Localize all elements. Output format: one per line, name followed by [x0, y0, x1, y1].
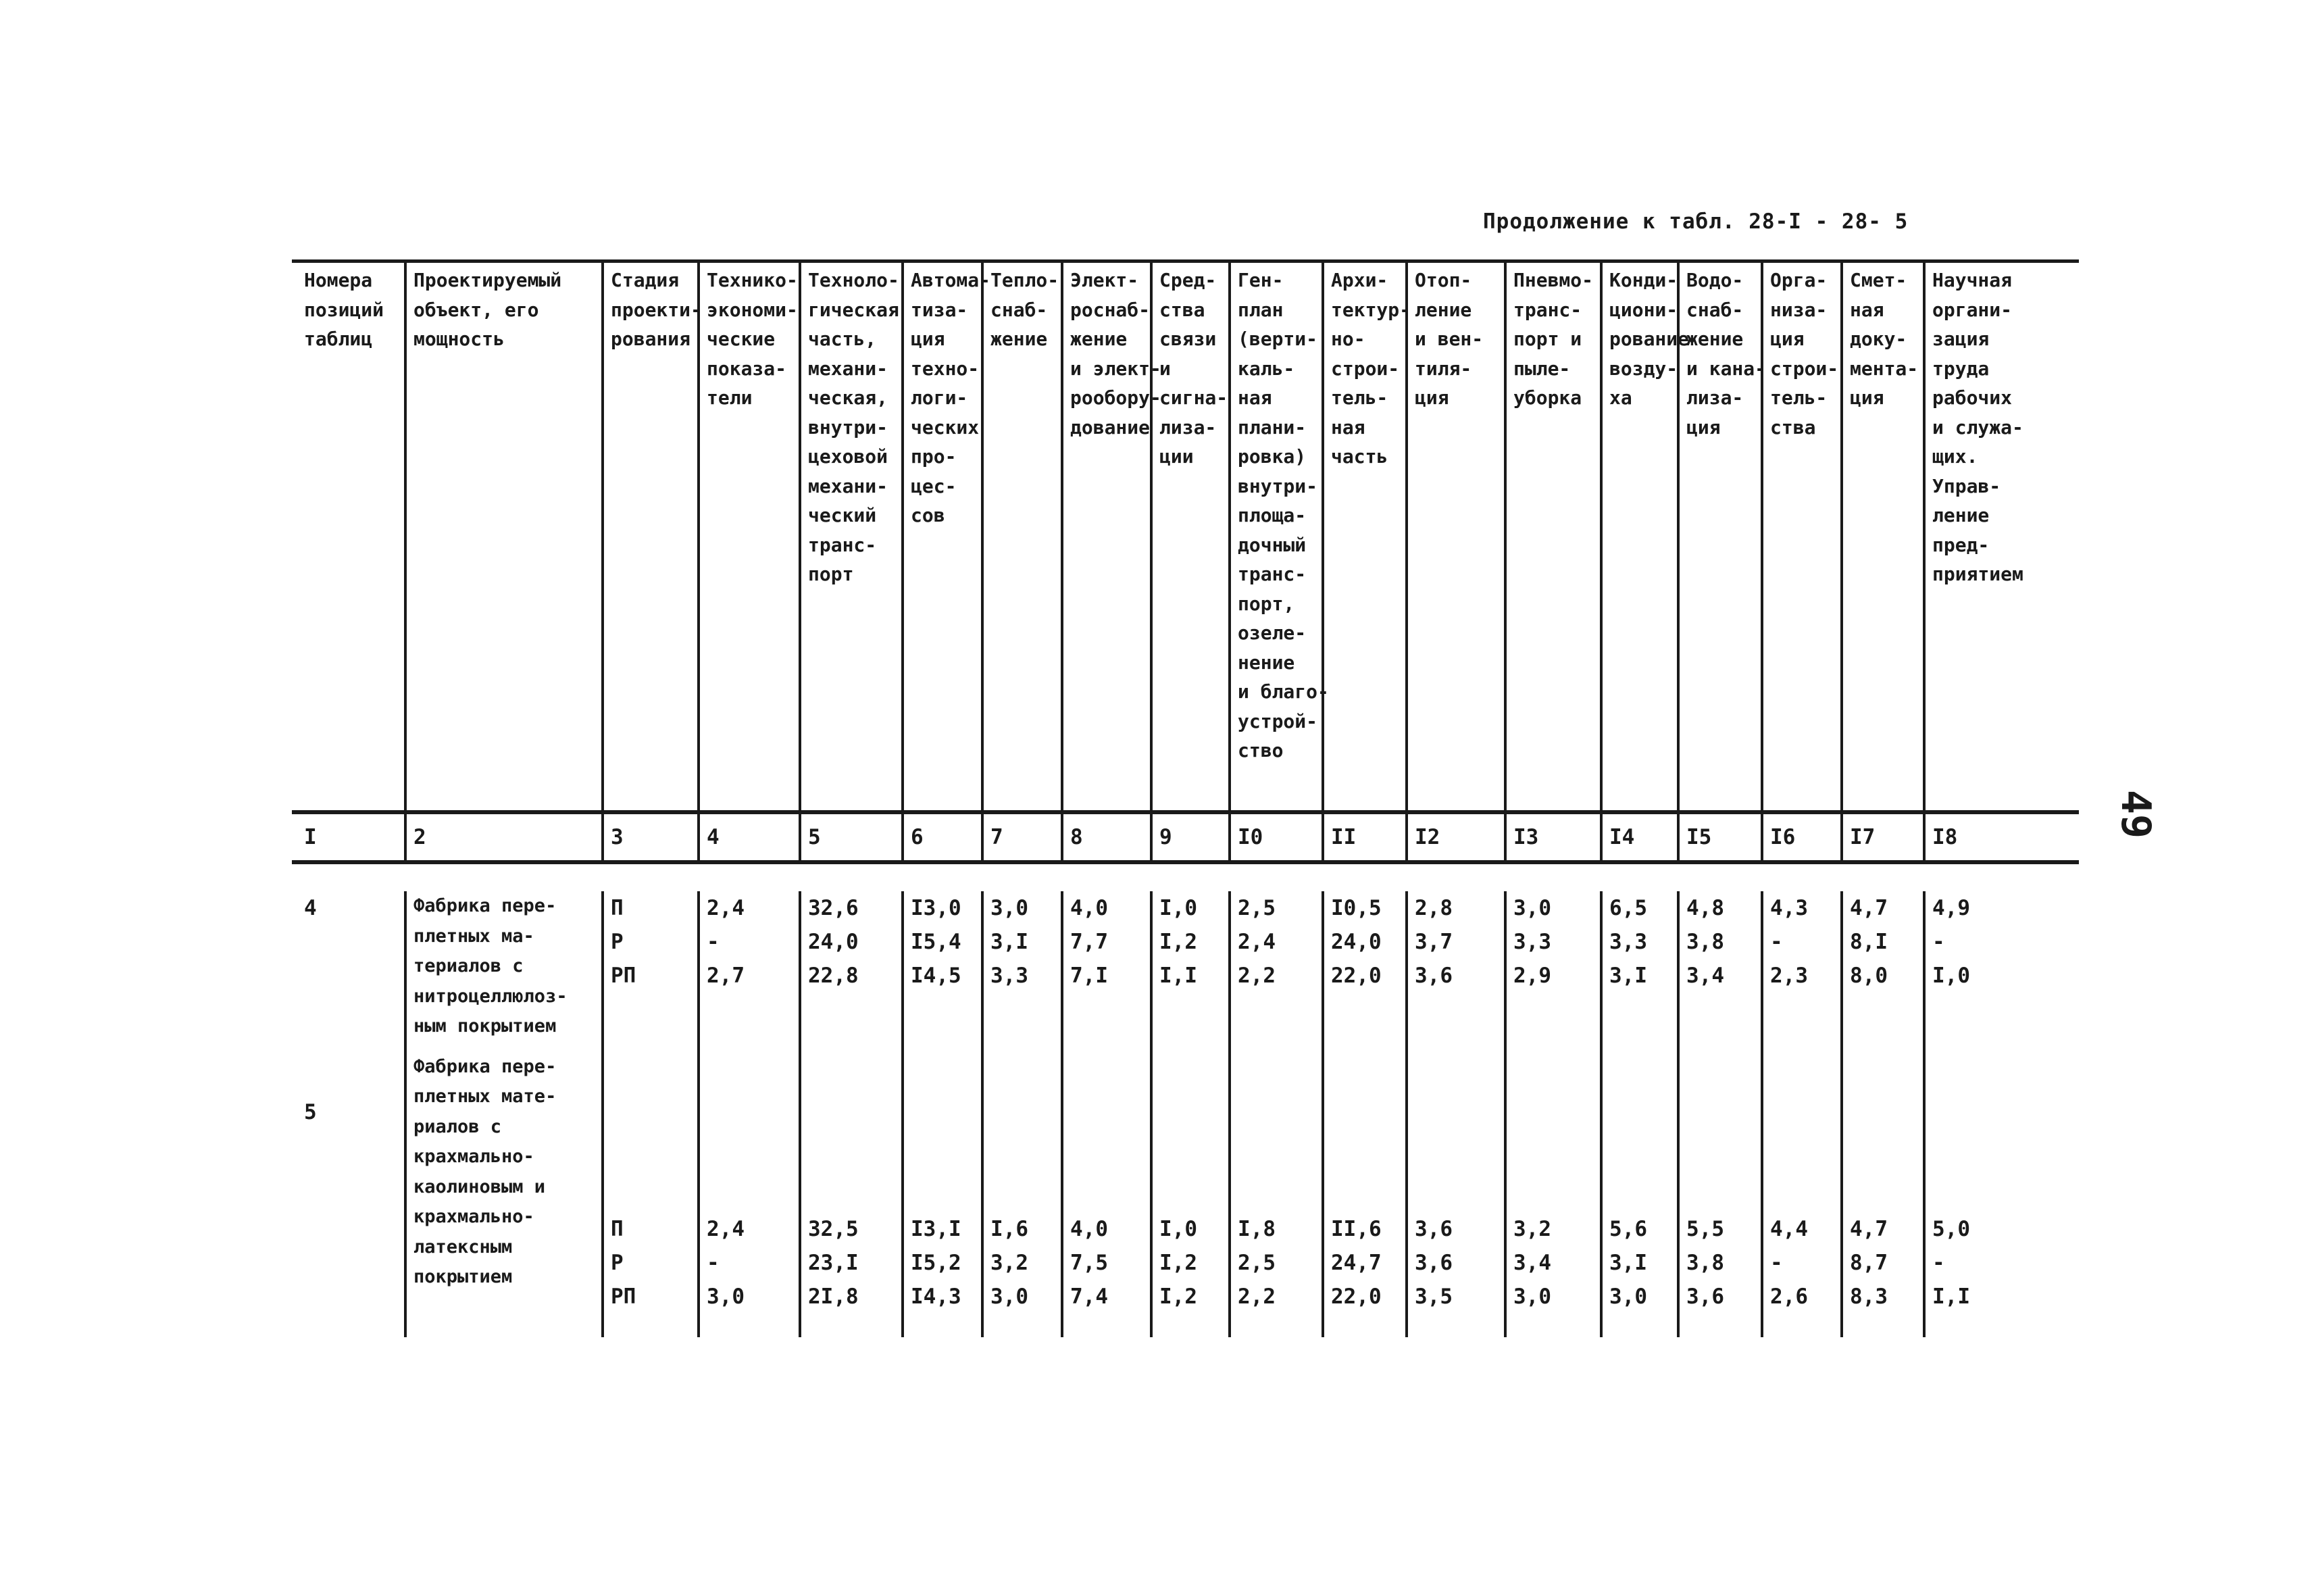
header-cell: [1407, 261, 1505, 813]
header-text: тиля-: [1415, 357, 1472, 380]
header-text: ная: [1238, 386, 1272, 409]
header-text: ческий: [808, 504, 877, 526]
body-cell: [982, 891, 1062, 1337]
column-number: 7: [982, 812, 1062, 862]
value-cell: 3,6: [1415, 1251, 1453, 1275]
header-text: нение: [1238, 651, 1295, 674]
object-name-line: каолиновым и: [413, 1176, 546, 1197]
header-text: и благо-: [1238, 680, 1329, 703]
column-number: I: [292, 812, 405, 862]
value-cell: I,6: [990, 1217, 1028, 1241]
stage-code: РП: [611, 964, 636, 988]
value-cell: 3,0: [1513, 896, 1551, 920]
value-cell: I,8: [1238, 1217, 1276, 1241]
header-text: тель-: [1331, 386, 1388, 409]
header-cell: [800, 261, 903, 813]
header-text: жение: [1686, 328, 1744, 350]
value-cell: 23,I: [808, 1251, 859, 1275]
object-name-line: Фабрика пере-: [413, 1055, 557, 1077]
value-cell: 5,6: [1609, 1217, 1647, 1241]
header-text: устрой-: [1238, 709, 1318, 732]
value-cell: 3,0: [990, 1285, 1028, 1309]
header-text: и кана-: [1686, 357, 1767, 380]
value-cell: 3,3: [990, 964, 1028, 988]
header-text: дочный: [1238, 533, 1307, 556]
header-cell: [699, 261, 800, 813]
header-cell: [603, 261, 702, 813]
header-text: порт и: [1513, 328, 1582, 350]
header-text: часть,: [808, 328, 877, 350]
header-text: техно-: [911, 357, 980, 380]
value-cell: 2I,8: [808, 1285, 859, 1309]
body-cell: [903, 891, 982, 1337]
header-text: Водо-: [1686, 269, 1744, 291]
header-cell: [903, 261, 991, 813]
position-number: 4: [304, 896, 317, 920]
column-number: 3: [603, 812, 699, 862]
column-number: I2: [1407, 812, 1505, 862]
value-cell: 3,I: [1609, 964, 1647, 988]
header-cell: [982, 261, 1062, 813]
header-cell: [1151, 261, 1230, 813]
object-name-line: Фабрика пере-: [413, 895, 557, 916]
header-text: порт: [808, 563, 854, 585]
header-text: ровка): [1238, 445, 1307, 468]
header-text: ная: [1850, 298, 1884, 321]
header-text: механи-: [808, 357, 888, 380]
value-cell: 3,0: [990, 896, 1028, 920]
header-text: Элект-: [1070, 269, 1139, 291]
header-text: лиза-: [1686, 386, 1744, 409]
value-cell: I,2: [1159, 1285, 1197, 1309]
header-text: озеле-: [1238, 622, 1307, 644]
value-cell: 3,I: [1609, 1251, 1647, 1275]
value-cell: 3,I: [990, 930, 1028, 954]
value-cell: 3,2: [990, 1251, 1028, 1275]
header-cell: [405, 261, 603, 813]
header-text: Автома-: [911, 269, 991, 291]
value-cell: 32,6: [808, 896, 859, 920]
header-text: Проектируемый: [413, 269, 562, 291]
value-cell: 3,7: [1415, 930, 1453, 954]
header-text: ция: [1686, 416, 1721, 439]
column-number: 4: [699, 812, 800, 862]
object-name-line: крахмально-: [413, 1146, 534, 1167]
value-cell: 3,4: [1513, 1251, 1551, 1275]
header-cell: [1601, 261, 1690, 813]
header-text: ции: [1159, 445, 1194, 468]
value-cell: 3,8: [1686, 1251, 1724, 1275]
header-text: и элект-: [1070, 357, 1161, 380]
header-text: ха: [1609, 386, 1632, 409]
value-cell: 7,I: [1070, 964, 1108, 988]
header-text: дование: [1070, 416, 1151, 439]
header-text: рообору-: [1070, 386, 1161, 409]
value-cell: 4,0: [1070, 896, 1108, 920]
value-cell: 8,7: [1850, 1251, 1888, 1275]
header-text: про-: [911, 445, 957, 468]
value-cell: I,I: [1932, 1285, 1970, 1309]
header-text: Управ-: [1932, 474, 2001, 497]
header-text: ство: [1238, 739, 1284, 762]
body-cell: [1678, 891, 1762, 1337]
value-cell: 22,8: [808, 964, 859, 988]
header-cell: [1678, 261, 1767, 813]
header-text: транс-: [808, 533, 877, 556]
value-cell: 5,5: [1686, 1217, 1724, 1241]
value-cell: II,6: [1331, 1217, 1382, 1241]
value-cell: -: [707, 1251, 720, 1275]
value-cell: I,0: [1159, 1217, 1197, 1241]
header-text: транс-: [1238, 563, 1307, 585]
header-text: Технико-: [707, 269, 798, 291]
value-cell: 3,6: [1686, 1285, 1724, 1309]
value-cell: 4,0: [1070, 1217, 1108, 1241]
value-cell: 4,9: [1932, 896, 1970, 920]
header-text: часть: [1331, 445, 1388, 468]
header-text: ция: [1850, 386, 1884, 409]
value-cell: -: [1770, 1251, 1783, 1275]
value-cell: 4,4: [1770, 1217, 1808, 1241]
header-text: площа-: [1238, 504, 1307, 526]
header-text: логи-: [911, 386, 968, 409]
body-cell: [292, 891, 405, 1337]
header-text: план: [1238, 298, 1284, 321]
header-text: Сред-: [1159, 269, 1217, 291]
header-text: механи-: [808, 474, 888, 497]
value-cell: 3,6: [1415, 964, 1453, 988]
value-cell: 2,4: [707, 896, 745, 920]
data-table: [292, 259, 2079, 1337]
header-text: Научная: [1932, 269, 2013, 291]
value-cell: 22,0: [1331, 964, 1382, 988]
header-text: Номера: [304, 269, 373, 291]
header-text: показа-: [707, 357, 787, 380]
header-text: Архи-: [1331, 269, 1388, 291]
header-text: сов: [911, 504, 945, 526]
header-text: ция: [1770, 328, 1805, 350]
value-cell: 5,0: [1932, 1217, 1970, 1241]
header-text: ческие: [707, 328, 776, 350]
header-cell: [1230, 261, 1329, 813]
header-text: цеховой: [808, 445, 888, 468]
value-cell: 2,3: [1770, 964, 1808, 988]
header-text: ная: [1331, 416, 1365, 439]
value-cell: 3,5: [1415, 1285, 1453, 1309]
header-cell: [1505, 261, 1601, 813]
header-text: рования: [611, 328, 691, 350]
header-text: роснаб-: [1070, 298, 1151, 321]
column-number: I4: [1601, 812, 1678, 862]
header-text: цес-: [911, 474, 957, 497]
value-cell: 24,7: [1331, 1251, 1382, 1275]
header-text: ция: [911, 328, 945, 350]
body-cell: [1323, 891, 1407, 1337]
page-number: 49: [2112, 789, 2160, 839]
header-text: щих.: [1932, 445, 1978, 468]
header-text: связи: [1159, 328, 1217, 350]
value-cell: 8,0: [1850, 964, 1888, 988]
value-cell: 2,2: [1238, 1285, 1276, 1309]
header-text: мента-: [1850, 357, 1919, 380]
value-cell: 3,6: [1415, 1217, 1453, 1241]
header-text: гическая: [808, 298, 899, 321]
body-cell: [1601, 891, 1678, 1337]
value-cell: I3,I: [911, 1217, 961, 1241]
column-number: I3: [1505, 812, 1601, 862]
header-text: плани-: [1238, 416, 1307, 439]
column-number-row: [292, 812, 2079, 862]
header-text: возду-: [1609, 357, 1678, 380]
value-cell: 2,8: [1415, 896, 1453, 920]
header-text: Ген-: [1238, 269, 1284, 291]
header-text: Стадия: [611, 269, 680, 291]
value-cell: I0,5: [1331, 896, 1382, 920]
header-cell: [1924, 261, 2079, 813]
body-cell: [1407, 891, 1505, 1337]
stage-code: РП: [611, 1285, 636, 1309]
header-text: тектур-: [1331, 298, 1411, 321]
column-number: I5: [1678, 812, 1762, 862]
value-cell: 3,0: [1609, 1285, 1647, 1309]
value-cell: I,2: [1159, 930, 1197, 954]
column-number: I8: [1924, 812, 2079, 862]
header-text: Смет-: [1850, 269, 1907, 291]
stage-code: Р: [611, 930, 624, 954]
value-cell: 3,0: [1513, 1285, 1551, 1309]
value-cell: 22,0: [1331, 1285, 1382, 1309]
header-text: и служа-: [1932, 416, 2023, 439]
header-text: снаб-: [1686, 298, 1744, 321]
header-text: проекти-: [611, 298, 702, 321]
value-cell: 7,7: [1070, 930, 1108, 954]
value-cell: I,0: [1932, 964, 1970, 988]
value-cell: I3,0: [911, 896, 961, 920]
header-text: внутри-: [1238, 474, 1318, 497]
value-cell: 2,9: [1513, 964, 1551, 988]
object-name-line: покрытием: [413, 1266, 513, 1287]
header-text: лиза-: [1159, 416, 1217, 439]
column-number: I7: [1842, 812, 1924, 862]
header-text: жение: [990, 328, 1048, 350]
header-text: Орга-: [1770, 269, 1828, 291]
value-cell: I5,2: [911, 1251, 961, 1275]
header-cell: [1842, 261, 1924, 813]
header-text: транс-: [1513, 298, 1582, 321]
header-text: каль-: [1238, 357, 1295, 380]
body-cell: [405, 891, 603, 1337]
header-text: но-: [1331, 328, 1365, 350]
header-text: тель-: [1770, 386, 1828, 409]
header-text: пред-: [1932, 533, 1990, 556]
header-text: ческих: [911, 416, 980, 439]
value-cell: -: [1932, 930, 1945, 954]
value-cell: I,2: [1159, 1251, 1197, 1275]
value-cell: 32,5: [808, 1217, 859, 1241]
object-name-line: риалов с: [413, 1116, 502, 1137]
value-cell: 2,7: [707, 964, 745, 988]
object-name-line: ным покрытием: [413, 1016, 557, 1037]
value-cell: 2,5: [1238, 1251, 1276, 1275]
value-cell: 6,5: [1609, 896, 1647, 920]
value-cell: 7,4: [1070, 1285, 1108, 1309]
value-cell: I5,4: [911, 930, 961, 954]
value-cell: 3,0: [707, 1285, 745, 1309]
object-name-line: крахмально-: [413, 1206, 534, 1227]
header-row: [292, 261, 2079, 813]
header-text: ческая,: [808, 386, 888, 409]
header-text: ства: [1159, 298, 1205, 321]
value-cell: 2,4: [707, 1217, 745, 1241]
header-text: органи-: [1932, 298, 2013, 321]
body-cell: [1924, 891, 2079, 1337]
header-text: жение: [1070, 328, 1128, 350]
header-text: мощность: [413, 328, 505, 350]
object-name-line: нитроцеллюлоз-: [413, 985, 568, 1007]
header-text: Пневмо-: [1513, 269, 1594, 291]
header-cell: [1062, 261, 1161, 813]
table-body: [292, 891, 2079, 1337]
column-number: I0: [1230, 812, 1323, 862]
object-name-line: териалов с: [413, 955, 524, 976]
column-number: II: [1323, 812, 1407, 862]
header-text: пыле-: [1513, 357, 1571, 380]
value-cell: 2,6: [1770, 1285, 1808, 1309]
value-cell: 2,4: [1238, 930, 1276, 954]
header-cell: [292, 261, 405, 813]
position-number: 5: [304, 1100, 317, 1124]
header-cell: [1762, 261, 1842, 813]
value-cell: I4,5: [911, 964, 961, 988]
body-cell: [1230, 891, 1323, 1337]
column-number: I6: [1762, 812, 1842, 862]
body-cell: [800, 891, 903, 1337]
header-cell: [1323, 261, 1411, 813]
header-text: и вен-: [1415, 328, 1484, 350]
value-cell: -: [1932, 1251, 1945, 1275]
value-cell: 24,0: [1331, 930, 1382, 954]
value-cell: 4,7: [1850, 896, 1888, 920]
header-text: рование: [1609, 328, 1690, 350]
header-text: строи-: [1331, 357, 1400, 380]
header-text: таблиц: [304, 328, 373, 350]
header-text: приятием: [1932, 563, 2023, 585]
header-text: объект, его: [413, 298, 539, 321]
value-cell: 3,3: [1513, 930, 1551, 954]
value-cell: 3,3: [1609, 930, 1647, 954]
header-text: снаб-: [990, 298, 1048, 321]
column-number: 9: [1151, 812, 1230, 862]
body-cell: [1842, 891, 1924, 1337]
value-cell: -: [1770, 930, 1783, 954]
column-number: 8: [1062, 812, 1151, 862]
header-text: доку-: [1850, 328, 1907, 350]
body-cell: [1151, 891, 1230, 1337]
header-text: Конди-: [1609, 269, 1678, 291]
header-text: строи-: [1770, 357, 1839, 380]
header-text: Техноло-: [808, 269, 899, 291]
value-cell: 2,5: [1238, 896, 1276, 920]
header-text: экономи-: [707, 298, 798, 321]
object-name-line: плетных мате-: [413, 1086, 557, 1107]
value-cell: 4,7: [1850, 1217, 1888, 1241]
header-text: внутри-: [808, 416, 888, 439]
header-text: и: [1159, 357, 1171, 380]
column-number: 6: [903, 812, 982, 862]
column-number: 2: [405, 812, 603, 862]
header-text: Отоп-: [1415, 269, 1472, 291]
header-text: Тепло-: [990, 269, 1059, 291]
value-cell: 3,8: [1686, 930, 1724, 954]
header-text: (верти-: [1238, 328, 1318, 350]
object-name-line: латексным: [413, 1236, 513, 1257]
header-text: ление: [1415, 298, 1472, 321]
table-caption: Продолжение к табл. 28-I - 28- 5: [1483, 209, 1909, 234]
stage-code: Р: [611, 1251, 624, 1275]
header-text: рабочих: [1932, 386, 2013, 409]
header-text: сигна-: [1159, 386, 1228, 409]
header-text: ление: [1932, 504, 1990, 526]
header-text: зация: [1932, 328, 1990, 350]
value-cell: I,I: [1159, 964, 1197, 988]
body-cell: [699, 891, 800, 1337]
header-text: труда: [1932, 357, 1990, 380]
object-name-line: плетных ма-: [413, 925, 534, 947]
body-cell: [603, 891, 699, 1337]
value-cell: 2,2: [1238, 964, 1276, 988]
body-cell: [1062, 891, 1151, 1337]
header-text: позиций: [304, 298, 384, 321]
value-cell: 4,3: [1770, 896, 1808, 920]
value-cell: I4,3: [911, 1285, 961, 1309]
header-text: уборка: [1513, 386, 1582, 409]
value-cell: 7,5: [1070, 1251, 1108, 1275]
column-number: 5: [800, 812, 903, 862]
header-text: низа-: [1770, 298, 1828, 321]
value-cell: 24,0: [808, 930, 859, 954]
body-cell: [1505, 891, 1601, 1337]
stage-code: П: [611, 1217, 624, 1241]
value-cell: 3,2: [1513, 1217, 1551, 1241]
header-text: тиза-: [911, 298, 968, 321]
stage-code: П: [611, 896, 624, 920]
value-cell: 8,I: [1850, 930, 1888, 954]
value-cell: I,0: [1159, 896, 1197, 920]
header-text: циони-: [1609, 298, 1678, 321]
header-text: ства: [1770, 416, 1816, 439]
value-cell: -: [707, 930, 720, 954]
body-cell: [1762, 891, 1842, 1337]
header-text: тели: [707, 386, 753, 409]
header-text: ция: [1415, 386, 1449, 409]
value-cell: 3,4: [1686, 964, 1724, 988]
header-text: порт,: [1238, 592, 1295, 615]
value-cell: 4,8: [1686, 896, 1724, 920]
value-cell: 8,3: [1850, 1285, 1888, 1309]
